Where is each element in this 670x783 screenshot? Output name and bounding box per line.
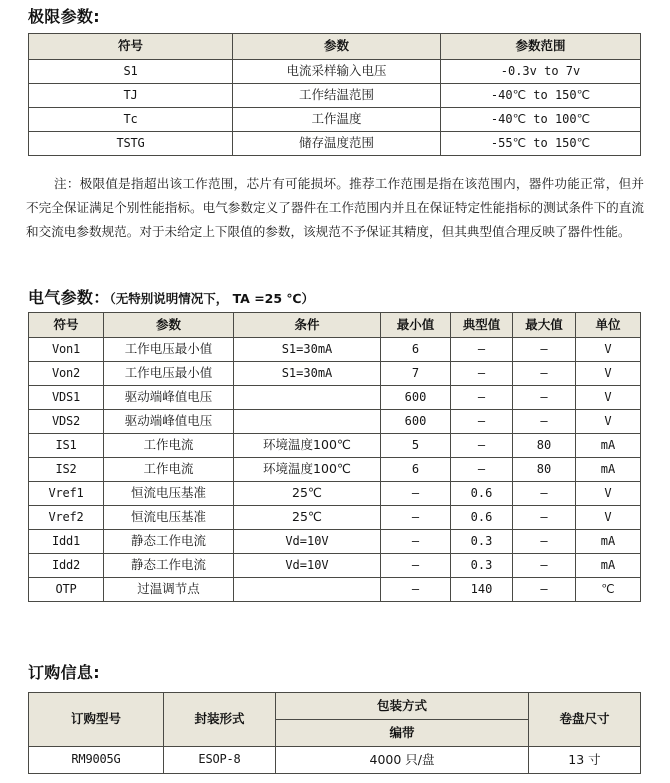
cell-symbol: Vref1 bbox=[29, 482, 104, 506]
cell-condition bbox=[234, 410, 381, 434]
cell-unit: V bbox=[576, 362, 641, 386]
cell-symbol: Von2 bbox=[29, 362, 104, 386]
cell-range: -55℃ to 150℃ bbox=[441, 132, 641, 156]
cell-condition: Vd=10V bbox=[234, 530, 381, 554]
cell-parameter: 工作电压最小值 bbox=[104, 362, 234, 386]
cell-packing: 4000 只/盘 bbox=[276, 747, 529, 774]
cell-typ: 140 bbox=[451, 578, 513, 602]
cell-parameter: 工作电流 bbox=[104, 434, 234, 458]
cell-typ: – bbox=[451, 410, 513, 434]
cell-min: 6 bbox=[381, 338, 451, 362]
cell-condition: Vd=10V bbox=[234, 554, 381, 578]
cell-unit: V bbox=[576, 386, 641, 410]
cell-range: -0.3v to 7v bbox=[441, 60, 641, 84]
column-header-packing-sub: 编带 bbox=[276, 720, 529, 747]
cell-min: – bbox=[381, 554, 451, 578]
cell-symbol: IS1 bbox=[29, 434, 104, 458]
table-row bbox=[29, 386, 641, 410]
cell-symbol: Idd2 bbox=[29, 554, 104, 578]
cell-range: -40℃ to 150℃ bbox=[441, 84, 641, 108]
table-row bbox=[29, 747, 641, 774]
cell-symbol: Idd1 bbox=[29, 530, 104, 554]
cell-max: – bbox=[513, 506, 576, 530]
cell-condition: 环境温度100℃ bbox=[234, 458, 381, 482]
cell-parameter: 静态工作电流 bbox=[104, 554, 234, 578]
cell-max: – bbox=[513, 362, 576, 386]
cell-symbol: VDS1 bbox=[29, 386, 104, 410]
cell-parameter: 储存温度范围 bbox=[233, 132, 441, 156]
table-header-row-top bbox=[29, 693, 641, 720]
column-header-reel-size: 卷盘尺寸 bbox=[529, 693, 641, 747]
cell-typ: 0.6 bbox=[451, 482, 513, 506]
cell-condition: 25℃ bbox=[234, 482, 381, 506]
cell-range: -40℃ to 100℃ bbox=[441, 108, 641, 132]
cell-symbol: VDS2 bbox=[29, 410, 104, 434]
cell-typ: 0.3 bbox=[451, 530, 513, 554]
table-row bbox=[29, 482, 641, 506]
cell-parameter: 驱动端峰值电压 bbox=[104, 386, 234, 410]
cell-symbol: Von1 bbox=[29, 338, 104, 362]
cell-unit: mA bbox=[576, 434, 641, 458]
cell-typ: – bbox=[451, 386, 513, 410]
cell-min: – bbox=[381, 482, 451, 506]
cell-package: ESOP-8 bbox=[164, 747, 276, 774]
table-row bbox=[29, 578, 641, 602]
table-row bbox=[29, 506, 641, 530]
cell-typ: – bbox=[451, 434, 513, 458]
cell-condition: S1=30mA bbox=[234, 338, 381, 362]
cell-condition bbox=[234, 386, 381, 410]
ordering-section-heading: 订购信息: bbox=[28, 663, 100, 682]
column-header-symbol: 符号 bbox=[29, 34, 233, 60]
cell-symbol: Vref2 bbox=[29, 506, 104, 530]
column-header-typ: 典型值 bbox=[451, 313, 513, 338]
table-row bbox=[29, 530, 641, 554]
table-row bbox=[29, 410, 641, 434]
cell-typ: – bbox=[451, 362, 513, 386]
electrical-heading-main: 电气参数： bbox=[28, 288, 110, 307]
ordering-information-table bbox=[28, 692, 641, 774]
cell-parameter: 工作温度 bbox=[233, 108, 441, 132]
cell-unit: mA bbox=[576, 458, 641, 482]
note-paragraph: 注：极限值是指超出该工作范围，芯片有可能损坏。推荐工作范围是指在该范围内，器件功能正常，但并不完全保证满足个别性能指标。电气参数定义了器件在工作范围内并且在保证特定性能指标的测试条件下的直流和交流电参数规范。对于未给定上下限值的参数，该规范不予保证其精度，但其典型值合理反映了器件性能。 bbox=[26, 176, 644, 239]
cell-parameter: 电流采样输入电压 bbox=[233, 60, 441, 84]
cell-parameter: 过温调节点 bbox=[104, 578, 234, 602]
cell-symbol: Tc bbox=[29, 108, 233, 132]
electrical-heading-condition: （无特别说明情况下， TA =25 ℃） bbox=[109, 291, 315, 306]
cell-min: – bbox=[381, 530, 451, 554]
table-row bbox=[29, 554, 641, 578]
cell-parameter: 工作电流 bbox=[104, 458, 234, 482]
cell-symbol: IS2 bbox=[29, 458, 104, 482]
column-header-parameter: 参数 bbox=[233, 34, 441, 60]
column-header-package: 封装形式 bbox=[164, 693, 276, 747]
cell-unit: mA bbox=[576, 554, 641, 578]
table-row bbox=[29, 132, 641, 156]
cell-parameter: 恒流电压基准 bbox=[104, 482, 234, 506]
cell-max: 80 bbox=[513, 458, 576, 482]
cell-typ: 0.3 bbox=[451, 554, 513, 578]
cell-condition: 环境温度100℃ bbox=[234, 434, 381, 458]
cell-max: – bbox=[513, 482, 576, 506]
cell-symbol: TJ bbox=[29, 84, 233, 108]
cell-typ: 0.6 bbox=[451, 506, 513, 530]
column-header-parameter: 参数 bbox=[104, 313, 234, 338]
cell-unit: ℃ bbox=[576, 578, 641, 602]
limit-parameters-table bbox=[28, 33, 641, 156]
column-header-max: 最大值 bbox=[513, 313, 576, 338]
cell-max: – bbox=[513, 410, 576, 434]
electrical-parameters-table bbox=[28, 312, 641, 602]
table-header-row bbox=[29, 34, 641, 60]
column-header-model: 订购型号 bbox=[29, 693, 164, 747]
column-header-packing-method: 包装方式 bbox=[276, 693, 529, 720]
cell-unit: V bbox=[576, 410, 641, 434]
cell-min: 600 bbox=[381, 410, 451, 434]
cell-reel: 13 寸 bbox=[529, 747, 641, 774]
table-row bbox=[29, 338, 641, 362]
column-header-unit: 单位 bbox=[576, 313, 641, 338]
column-header-symbol: 符号 bbox=[29, 313, 104, 338]
column-header-condition: 条件 bbox=[234, 313, 381, 338]
cell-unit: V bbox=[576, 482, 641, 506]
table-row bbox=[29, 60, 641, 84]
cell-min: 6 bbox=[381, 458, 451, 482]
cell-parameter: 驱动端峰值电压 bbox=[104, 410, 234, 434]
cell-condition: 25℃ bbox=[234, 506, 381, 530]
limits-section-heading: 极限参数: bbox=[28, 7, 100, 26]
cell-symbol: S1 bbox=[29, 60, 233, 84]
cell-model: RM9005G bbox=[29, 747, 164, 774]
cell-parameter: 工作电压最小值 bbox=[104, 338, 234, 362]
column-header-min: 最小值 bbox=[381, 313, 451, 338]
cell-typ: – bbox=[451, 338, 513, 362]
cell-parameter: 工作结温范围 bbox=[233, 84, 441, 108]
cell-min: 7 bbox=[381, 362, 451, 386]
cell-condition bbox=[234, 578, 381, 602]
cell-max: – bbox=[513, 338, 576, 362]
cell-max: 80 bbox=[513, 434, 576, 458]
table-row bbox=[29, 434, 641, 458]
cell-min: – bbox=[381, 506, 451, 530]
cell-condition: S1=30mA bbox=[234, 362, 381, 386]
cell-max: – bbox=[513, 530, 576, 554]
cell-max: – bbox=[513, 578, 576, 602]
cell-max: – bbox=[513, 386, 576, 410]
cell-min: 5 bbox=[381, 434, 451, 458]
electrical-section-heading bbox=[28, 285, 314, 308]
table-row bbox=[29, 84, 641, 108]
cell-parameter: 恒流电压基准 bbox=[104, 506, 234, 530]
cell-typ: – bbox=[451, 458, 513, 482]
cell-unit: V bbox=[576, 506, 641, 530]
cell-min: – bbox=[381, 578, 451, 602]
cell-unit: mA bbox=[576, 530, 641, 554]
cell-min: 600 bbox=[381, 386, 451, 410]
cell-max: – bbox=[513, 554, 576, 578]
cell-parameter: 静态工作电流 bbox=[104, 530, 234, 554]
cell-unit: V bbox=[576, 338, 641, 362]
table-row bbox=[29, 458, 641, 482]
cell-symbol: OTP bbox=[29, 578, 104, 602]
table-header-row bbox=[29, 313, 641, 338]
table-row bbox=[29, 108, 641, 132]
cell-symbol: TSTG bbox=[29, 132, 233, 156]
column-header-range: 参数范围 bbox=[441, 34, 641, 60]
table-row bbox=[29, 362, 641, 386]
